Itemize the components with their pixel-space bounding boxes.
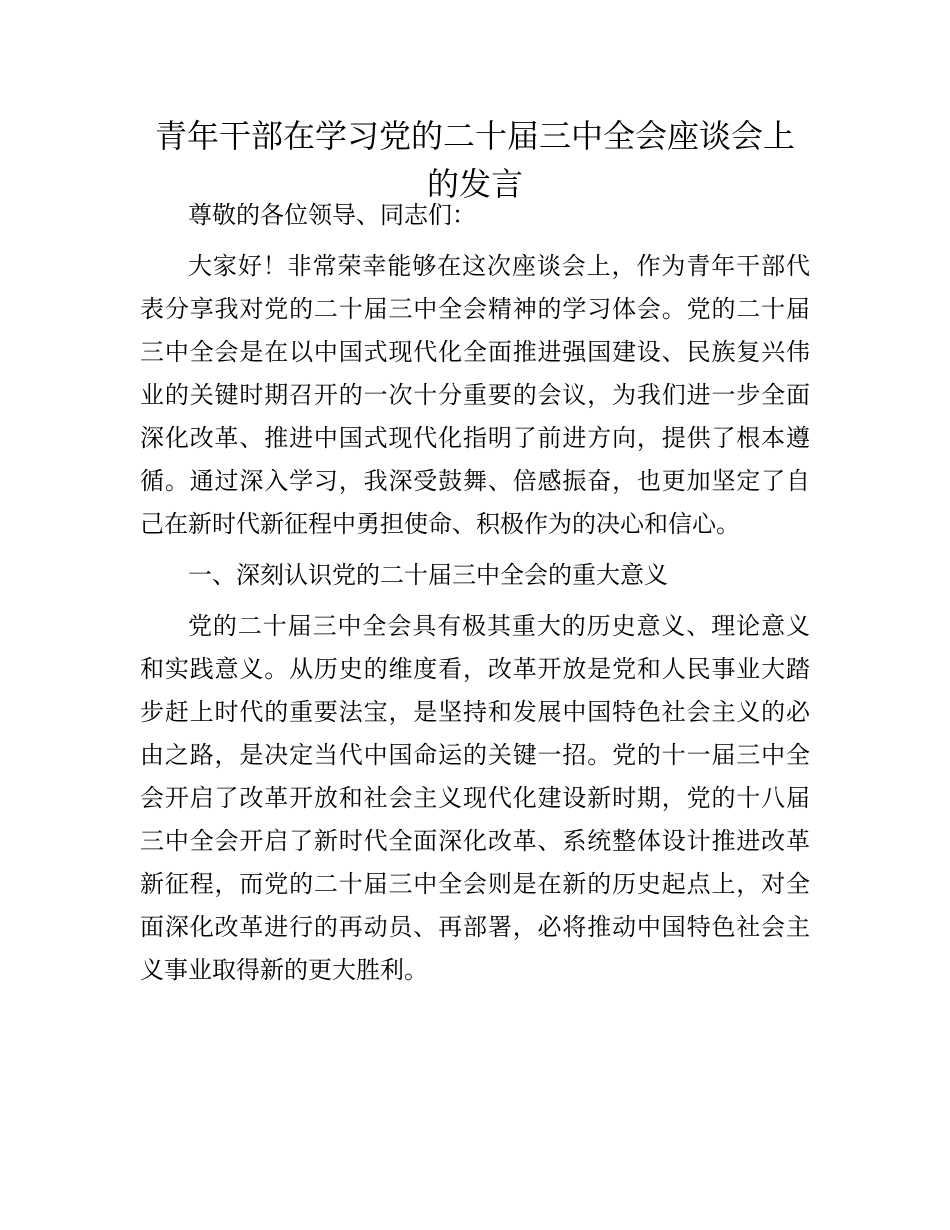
document-body bbox=[140, 194, 810, 1000]
salutation: 尊敬的各位领导、同志们： bbox=[188, 201, 476, 229]
document-title: 青年干部在学习党的二十届三中全会座谈会上的发言 bbox=[154, 117, 795, 203]
paragraph-significance: 党的二十届三中全会具有极其重大的历史意义、理论意义和实践意义。从历史的维度看，改革开放是党和人民事业大踏步赶上时代的重要法宝，是坚持和发展中国特色社会主义的必由之路，是决定当代中国命运的关键一招。党的十一届三中全会开启了改革开放和社会主义现代化建设新时期，党的十八届三中全会开启了新时代全面深化改革、系统整体设计推进改革新征程，而党的二十届三中全会则是在新的历史起点上，对全面深化改革进行的再动员、再部署，必将推动中国特色社会主义事业取得新的更大胜利。 bbox=[140, 612, 810, 984]
paragraph-intro: 大家好！非常荣幸能够在这次座谈会上，作为青年干部代表分享我对党的二十届三中全会精神的学习体会。党的二十届三中全会是在以中国式现代化全面推进强国建设、民族复兴伟业的关键时期召开的一次十分重要的会议，为我们进一步全面深化改革、推进中国式现代化指明了前进方向，提供了根本遵循。通过深入学习，我深受鼓舞、倍感振奋，也更加坚定了自己在新时代新征程中勇担使命、积极作为的决心和信心。 bbox=[140, 252, 810, 538]
section-heading-1: 一、深刻认识党的二十届三中全会的重大意义 bbox=[188, 561, 668, 589]
